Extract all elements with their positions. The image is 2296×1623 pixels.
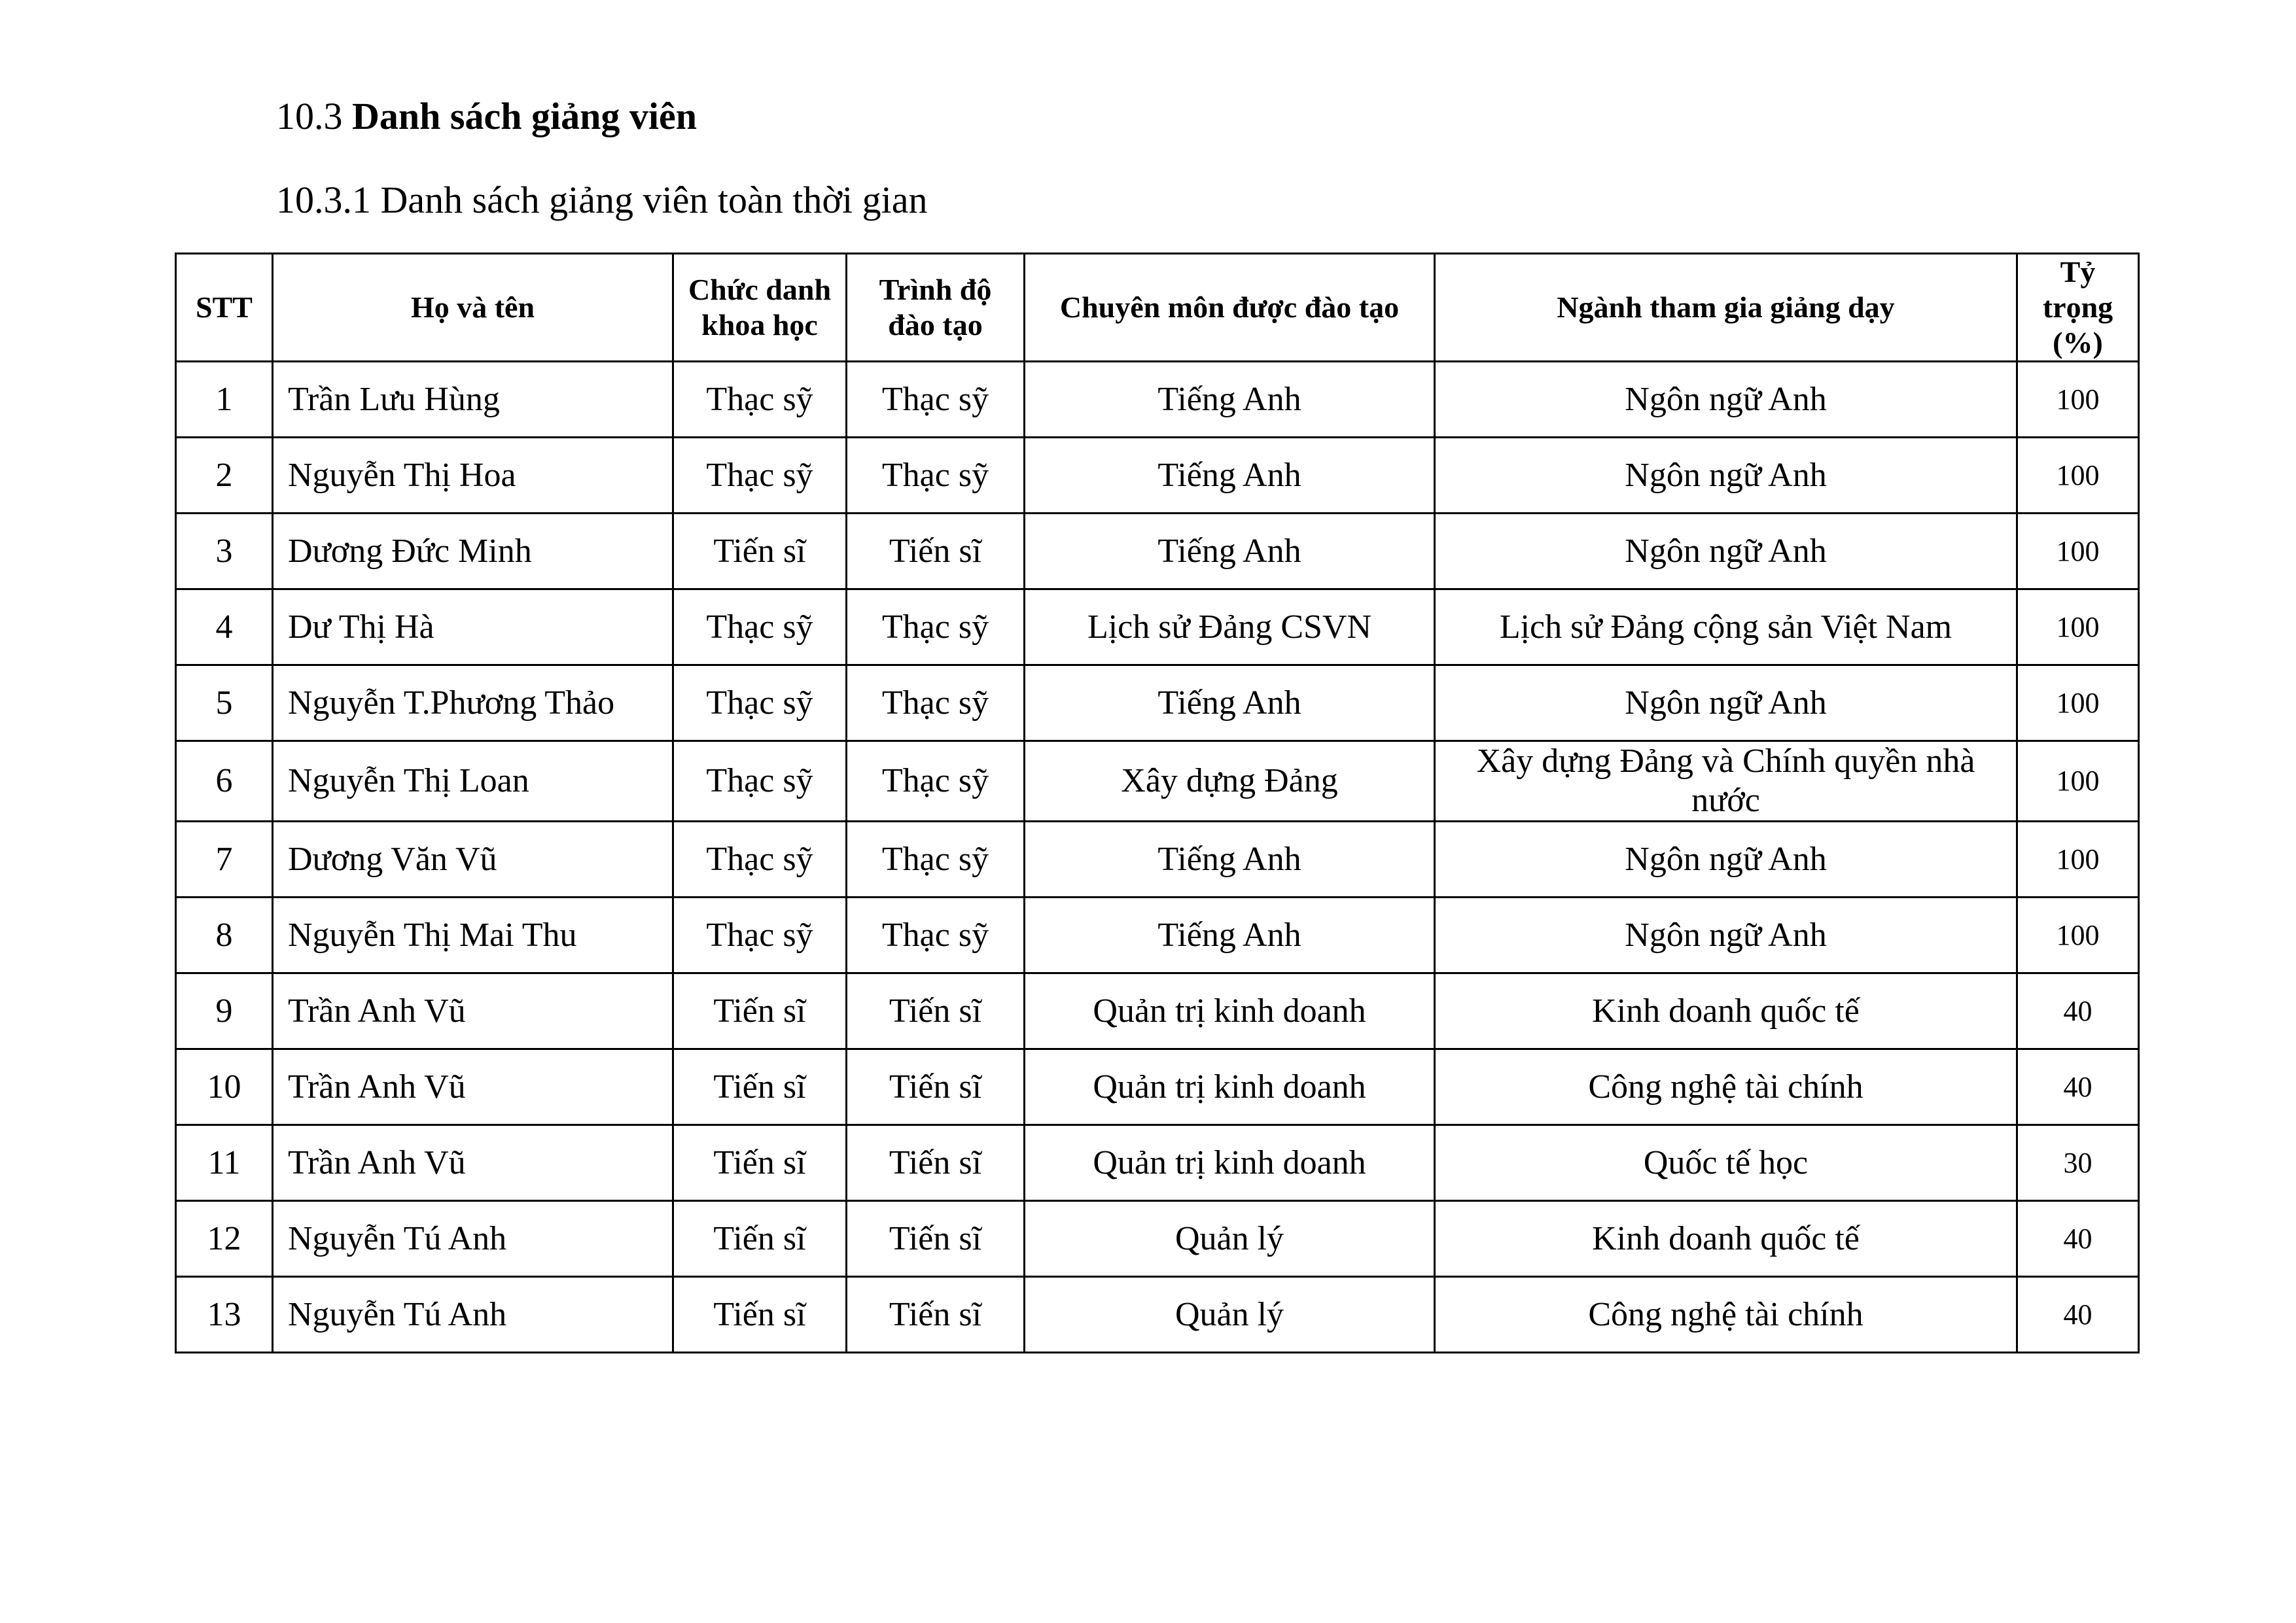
cell-stt: 3 [176, 514, 273, 589]
cell-field: Kinh doanh quốc tế [1435, 973, 2017, 1049]
cell-ratio: 100 [2017, 514, 2139, 589]
table-row [176, 1201, 2139, 1277]
cell-degree: Thạc sỹ [847, 741, 1025, 822]
header-title: Chức danh khoa học [673, 254, 847, 362]
cell-ratio: 100 [2017, 438, 2139, 514]
cell-field: Ngôn ngữ Anh [1435, 665, 2017, 741]
cell-degree: Thạc sỹ [847, 665, 1025, 741]
table-row [176, 665, 2139, 741]
cell-name: Trần Lưu Hùng [273, 362, 673, 438]
cell-title: Tiến sĩ [673, 1277, 847, 1353]
table-row [176, 362, 2139, 438]
cell-title: Thạc sỹ [673, 741, 847, 822]
cell-ratio: 40 [2017, 973, 2139, 1049]
cell-title: Tiến sĩ [673, 973, 847, 1049]
cell-name: Nguyễn Thị Loan [273, 741, 673, 822]
cell-major: Quản lý [1025, 1201, 1435, 1277]
cell-stt: 2 [176, 438, 273, 514]
cell-stt: 13 [176, 1277, 273, 1353]
cell-stt: 4 [176, 589, 273, 665]
cell-degree: Tiến sĩ [847, 1049, 1025, 1125]
cell-name: Dương Đức Minh [273, 514, 673, 589]
cell-name: Nguyễn Tú Anh [273, 1201, 673, 1277]
subsection-heading: 10.3.1 Danh sách giảng viên toàn thời gian [276, 179, 928, 221]
cell-degree: Tiến sĩ [847, 1201, 1025, 1277]
cell-title: Tiến sĩ [673, 1049, 847, 1125]
cell-major: Tiếng Anh [1025, 898, 1435, 973]
cell-field: Quốc tế học [1435, 1125, 2017, 1201]
cell-degree: Thạc sỹ [847, 898, 1025, 973]
table-header-row [176, 254, 2139, 362]
table-row [176, 973, 2139, 1049]
cell-major: Quản lý [1025, 1277, 1435, 1353]
cell-title: Tiến sĩ [673, 1201, 847, 1277]
cell-major: Tiếng Anh [1025, 362, 1435, 438]
table-row [176, 1049, 2139, 1125]
cell-stt: 5 [176, 665, 273, 741]
cell-major: Tiếng Anh [1025, 438, 1435, 514]
table-row [176, 1277, 2139, 1353]
header-major: Chuyên môn được đào tạo [1025, 254, 1435, 362]
cell-major: Quản trị kinh doanh [1025, 1049, 1435, 1125]
cell-degree: Thạc sỹ [847, 589, 1025, 665]
cell-name: Trần Anh Vũ [273, 973, 673, 1049]
cell-name: Dương Văn Vũ [273, 822, 673, 898]
cell-degree: Thạc sỹ [847, 362, 1025, 438]
cell-stt: 10 [176, 1049, 273, 1125]
table-row [176, 898, 2139, 973]
lecturer-table [175, 253, 2140, 1353]
cell-field: Kinh doanh quốc tế [1435, 1201, 2017, 1277]
cell-degree: Tiến sĩ [847, 514, 1025, 589]
cell-ratio: 100 [2017, 665, 2139, 741]
cell-name: Trần Anh Vũ [273, 1125, 673, 1201]
cell-field: Ngôn ngữ Anh [1435, 822, 2017, 898]
cell-degree: Thạc sỹ [847, 822, 1025, 898]
cell-name: Nguyễn Thị Mai Thu [273, 898, 673, 973]
cell-major: Lịch sử Đảng CSVN [1025, 589, 1435, 665]
cell-ratio: 30 [2017, 1125, 2139, 1201]
cell-field: Công nghệ tài chính [1435, 1277, 2017, 1353]
cell-field: Ngôn ngữ Anh [1435, 438, 2017, 514]
cell-major: Tiếng Anh [1025, 514, 1435, 589]
cell-field: Ngôn ngữ Anh [1435, 514, 2017, 589]
cell-stt: 7 [176, 822, 273, 898]
table-row [176, 1125, 2139, 1201]
cell-title: Thạc sỹ [673, 438, 847, 514]
cell-title: Tiến sĩ [673, 1125, 847, 1201]
cell-ratio: 100 [2017, 362, 2139, 438]
cell-stt: 1 [176, 362, 273, 438]
cell-field: Lịch sử Đảng cộng sản Việt Nam [1435, 589, 2017, 665]
cell-ratio: 40 [2017, 1201, 2139, 1277]
cell-field: Ngôn ngữ Anh [1435, 898, 2017, 973]
cell-degree: Thạc sỹ [847, 438, 1025, 514]
cell-title: Thạc sỹ [673, 665, 847, 741]
cell-name: Nguyễn T.Phương Thảo [273, 665, 673, 741]
cell-major: Tiếng Anh [1025, 665, 1435, 741]
cell-title: Tiến sĩ [673, 514, 847, 589]
cell-stt: 9 [176, 973, 273, 1049]
cell-major: Quản trị kinh doanh [1025, 973, 1435, 1049]
cell-major: Tiếng Anh [1025, 822, 1435, 898]
cell-title: Thạc sỹ [673, 898, 847, 973]
cell-title: Thạc sỹ [673, 822, 847, 898]
cell-name: Trần Anh Vũ [273, 1049, 673, 1125]
cell-title: Thạc sỹ [673, 589, 847, 665]
cell-stt: 12 [176, 1201, 273, 1277]
section-heading [276, 93, 697, 140]
cell-ratio: 40 [2017, 1049, 2139, 1125]
table-row [176, 438, 2139, 514]
cell-ratio: 100 [2017, 741, 2139, 822]
cell-ratio: 100 [2017, 589, 2139, 665]
header-name: Họ và tên [273, 254, 673, 362]
table-row [176, 514, 2139, 589]
cell-field: Ngôn ngữ Anh [1435, 362, 2017, 438]
cell-ratio: 100 [2017, 822, 2139, 898]
cell-major: Quản trị kinh doanh [1025, 1125, 1435, 1201]
section-title: Danh sách giảng viên [352, 95, 697, 137]
cell-degree: Tiến sĩ [847, 973, 1025, 1049]
header-field: Ngành tham gia giảng dạy [1435, 254, 2017, 362]
cell-ratio: 100 [2017, 898, 2139, 973]
cell-field: Xây dựng Đảng và Chính quyền nhà nước [1435, 741, 2017, 822]
cell-title: Thạc sỹ [673, 362, 847, 438]
cell-stt: 6 [176, 741, 273, 822]
cell-degree: Tiến sĩ [847, 1277, 1025, 1353]
cell-stt: 11 [176, 1125, 273, 1201]
cell-field: Công nghệ tài chính [1435, 1049, 2017, 1125]
header-ratio: Tỷ trọng (%) [2017, 254, 2139, 362]
table-row [176, 589, 2139, 665]
cell-name: Nguyễn Tú Anh [273, 1277, 673, 1353]
cell-stt: 8 [176, 898, 273, 973]
table-row [176, 822, 2139, 898]
cell-ratio: 40 [2017, 1277, 2139, 1353]
table-row [176, 741, 2139, 822]
cell-degree: Tiến sĩ [847, 1125, 1025, 1201]
header-degree: Trình độ đào tạo [847, 254, 1025, 362]
cell-name: Dư Thị Hà [273, 589, 673, 665]
section-number: 10.3 [276, 95, 343, 137]
cell-name: Nguyễn Thị Hoa [273, 438, 673, 514]
header-stt: STT [176, 254, 273, 362]
cell-major: Xây dựng Đảng [1025, 741, 1435, 822]
